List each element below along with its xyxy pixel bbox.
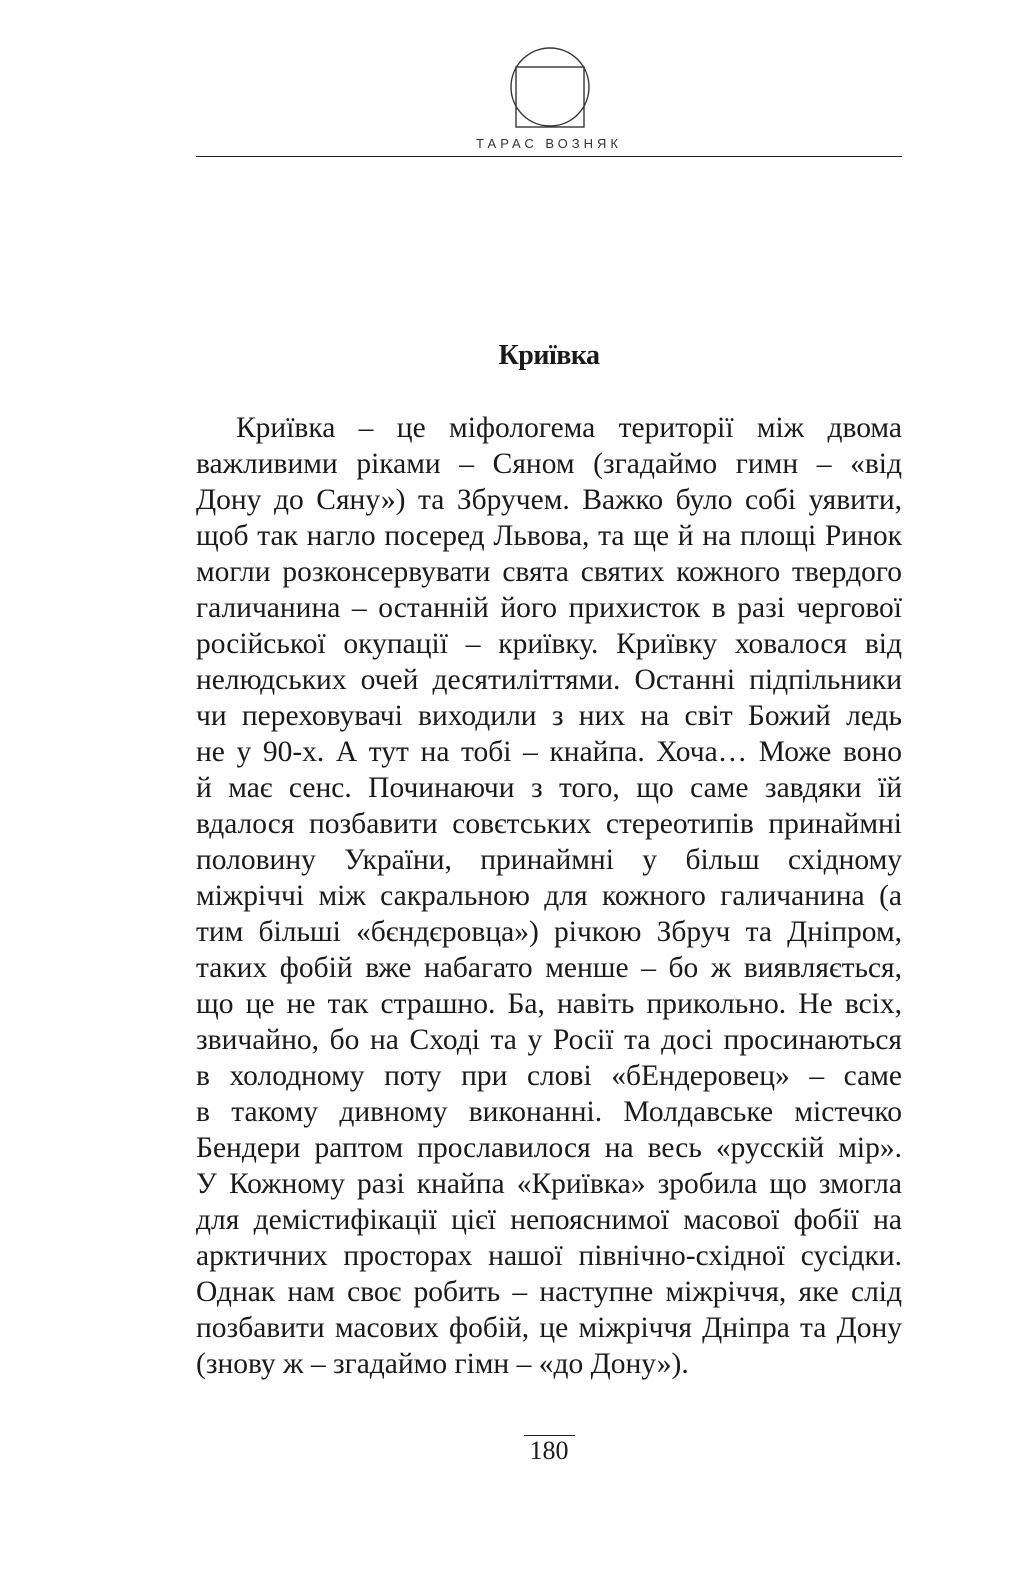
chapter-title: Криївка [498, 340, 600, 371]
circle-square-emblem-icon [508, 45, 592, 129]
text-line: не у 90-х. А тут на тобі – кнайпа. Хоча… Може воно [196, 736, 902, 768]
text-line: нелюдських очей десятиліттями. Останні підпільники [196, 664, 902, 696]
text-line: тим більші «бєндєровца») річкою Збруч та Дніпром, [196, 916, 902, 948]
text-line: важливими ріками – Сяном (згадаймо гимн – «від [196, 448, 902, 480]
text-line: й має сенс. Починаючи з того, що саме завдяки їй [196, 772, 902, 804]
text-line: таких фобій вже набагато менше – бо ж виявляється, [196, 952, 902, 984]
text-line: чи переховувачі виходили з них на світ Божий ледь [196, 700, 902, 732]
text-line: арктичних просторах нашої північно-східної сусідки. [196, 1240, 902, 1272]
header-rule [196, 156, 902, 157]
page-number [196, 1435, 902, 1466]
text-line: Однак нам своє робить – наступне міжріччя, яке слід [196, 1276, 902, 1308]
text-line: для деміcтифікації цієї непояснимої масової фобії на [196, 1204, 902, 1236]
text-line: могли розконсервувати свята святих кожного твердого [196, 556, 902, 588]
body-text [196, 410, 902, 1382]
text-line: вдалося позбавити совєтських стереотипів принаймні [196, 808, 902, 840]
text-line: Бендери раптом прославилося на весь «русскій мір». [196, 1132, 902, 1164]
text-line: половину України, принаймні у більш східному [196, 844, 902, 876]
text-line: міжріччі між сакральною для кожного галичанина (а [196, 880, 902, 912]
text-line: Криївка – це міфологема території між двома [236, 412, 902, 444]
text-line: У Кожному разі кнайпа «Криївка» зробила що змогла [196, 1168, 902, 1200]
text-line: звичайно, бо на Сході та у Росії та досі просинаються [196, 1024, 902, 1056]
text-line: в такому дивному виконанні. Молдавське містечко [196, 1096, 902, 1128]
text-line: (знову ж – згадаймо гімн – «до Дону»). [196, 1348, 689, 1380]
page-number-value: 180 [524, 1435, 575, 1466]
text-line: в холодному поту при слові «бЕндеровец» – саме [196, 1060, 902, 1092]
text-line: Дону до Сяну») та Збручем. Важко було собі уявити, [196, 484, 902, 516]
running-head: ТАРАС ВОЗНЯК [476, 136, 622, 151]
text-line: щоб так нагло посеред Львова, та ще й на площі Ринок [196, 520, 902, 552]
text-line: російської окупації – криївку. Криївку ховалося від [196, 628, 902, 660]
text-line: що це не так страшно. Ба, навіть прикольно. Не всіх, [196, 988, 902, 1020]
text-line: галичанина – останній його прихисток в разі чергової [196, 592, 902, 624]
text-line: позбавити масових фобій, це міжріччя Дніпра та Дону [196, 1312, 902, 1344]
